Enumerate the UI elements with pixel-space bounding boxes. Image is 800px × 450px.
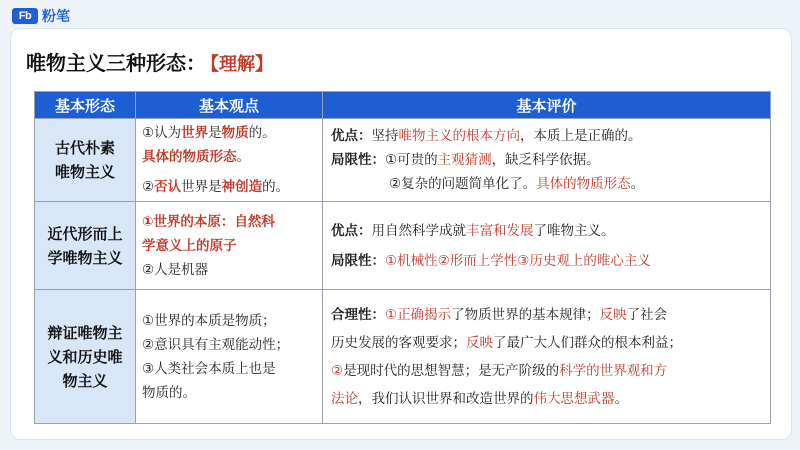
view-cell <box>136 290 323 424</box>
eval-cell <box>323 290 771 424</box>
logo-text: 粉笔 <box>42 9 70 25</box>
table-row <box>35 119 771 202</box>
eval-line: 优点：用自然科学成就丰富和发展了唯物主义。 <box>331 222 615 239</box>
view-line: ②否认世界是神创造的。 <box>142 179 290 195</box>
header-eval: 基本评价 <box>323 92 771 119</box>
header-view: 基本观点 <box>136 92 323 119</box>
eval-line: 局限性：①机械性②形而上学性③历史观上的唯心主义 <box>331 252 651 269</box>
view-cell <box>136 119 323 202</box>
form-cell: 近代形而上 学唯物主义 <box>35 202 136 290</box>
eval-cell <box>323 119 771 202</box>
view-cell <box>136 202 323 290</box>
view-line: 具体的物质形态。 <box>142 149 250 165</box>
eval-line: 合理性：①正确揭示了物质世界的基本规律；反映了社会 <box>331 306 668 323</box>
table-header-row <box>35 92 771 119</box>
view-line: 物质的。 <box>142 384 196 401</box>
top-bar <box>0 0 800 28</box>
view-line: ①世界的本质是物质； <box>142 312 276 329</box>
form-cell: 古代朴素 唯物主义 <box>35 119 136 202</box>
title-tag: 【理解】 <box>210 54 273 75</box>
view-line: 学意义上的原子 <box>142 237 237 254</box>
title-main: 唯物主义三种形态： <box>26 51 206 75</box>
view-line: ②人是机器 <box>142 261 209 278</box>
eval-line: ②复杂的问题简单化了。具体的物质形态。 <box>389 176 645 192</box>
eval-line: 法论，我们认识世界和改造世界的伟大思想武器。 <box>331 390 628 407</box>
eval-line: 局限性：①可贵的主观猜测，缺乏科学依据。 <box>331 152 600 168</box>
eval-line: 优点：坚持唯物主义的根本方向，本质上是正确的。 <box>331 128 642 144</box>
view-line: ②意识具有主观能动性； <box>142 336 290 353</box>
view-line: ①认为世界是物质的。 <box>142 125 276 141</box>
slide-title <box>26 47 273 76</box>
logo-icon: Fb <box>12 8 38 24</box>
eval-line: 历史发展的客观要求；反映了最广大人们群众的根本利益； <box>331 334 682 351</box>
eval-cell <box>323 202 771 290</box>
header-form: 基本形态 <box>35 92 136 119</box>
table-row <box>35 202 771 290</box>
form-cell: 辩证唯物主 义和历史唯 物主义 <box>35 290 136 424</box>
view-line: ①世界的本原：自然科 <box>142 213 275 230</box>
view-line: ③人类社会本质上也是 <box>142 360 276 377</box>
table-row <box>35 290 771 424</box>
eval-line: ②是现时代的思想智慧；是无产阶级的科学的世界观和方 <box>331 362 668 379</box>
brand-logo <box>12 6 70 26</box>
forms-table <box>34 91 771 424</box>
